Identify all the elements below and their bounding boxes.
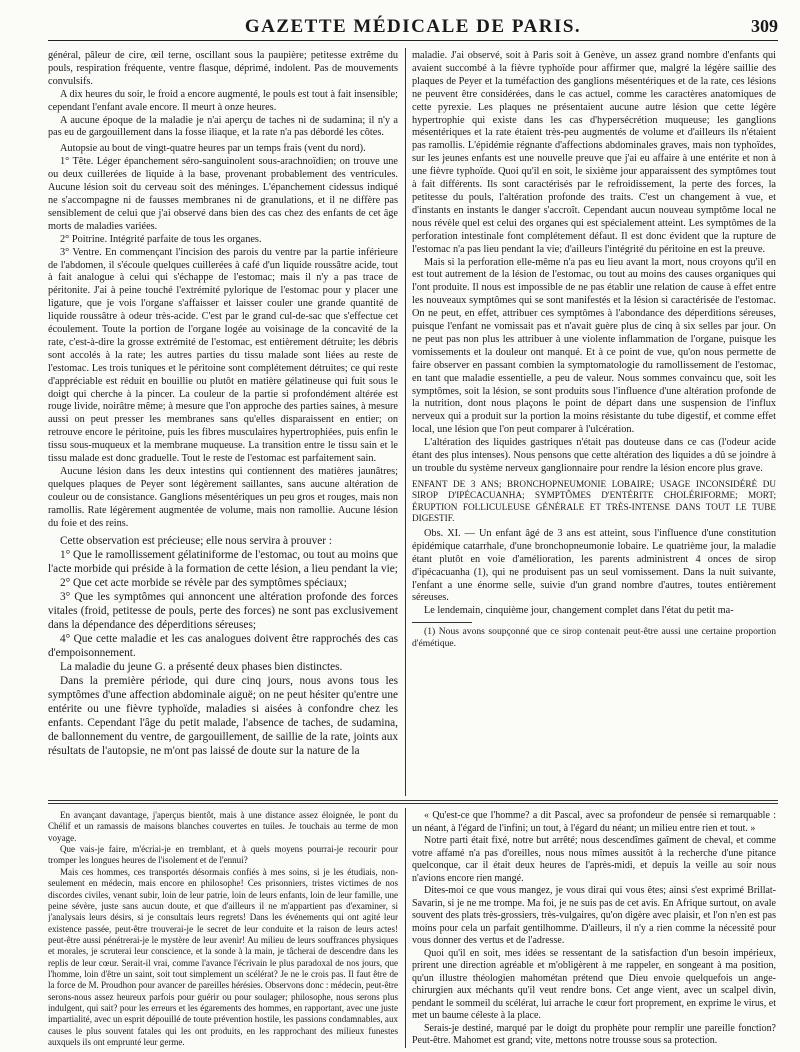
left-column (48, 50, 398, 795)
feuilleton-left-column (48, 810, 398, 1048)
paragraph: Que vais-je faire, m'écriai-je en tremblant, et à quels moyens pourrai-je recourir pour tromper les longues heures de l'isolement et de l'ennui? (48, 844, 398, 866)
paragraph: « Qu'est-ce que l'homme? a dit Pascal, avec sa profondeur de pensée si remarquable : un néant, à l'égard de l'infini; un tout, à l'égard du néant; un milieu entre rien et tout. » (412, 810, 776, 834)
paragraph: Quoi qu'il en soit, mes idées se ressentant de la satisfaction d'un besoin impérieux, prirent une direction agréable et m'obligèrent à me rappeler, en songeant à ma position, qu'un illustre théologien mahométan prétend que Dieu envoie quelquefois un ange-chirurgien aux méchants qu'il veut rendre bons. Cet ange vient, avec un scalpel divin, pendant le sommeil du scélérat, lui arrache le cœur fort proprement, en exprime le virus, et met un baume céleste à la place. (412, 947, 776, 1022)
feuilleton-right-column (412, 810, 776, 1048)
masthead (48, 14, 778, 41)
paragraph: 1° Tête. Léger épanchement séro-sanguinolent sous-arachnoïdien; on trouve une ou deux cuillerées de liquide à la base, provenant probablement des ventricules. Aucune lésion soit du cerveau soit des méninges. L'épanchement cidessus indiqué ne s'accompagne ni de fausses membranes ni de granulations, et il ne diffère pas sensiblement de celui que j'ai observé dans bien des cas chez des enfants de cet âge morts de maladies variées. (48, 156, 398, 232)
paragraph: Le lendemain, cinquième jour, changement complet dans l'état du petit ma- (424, 605, 734, 617)
paragraph: 3° Ventre. En commençant l'incision des parois du ventre par la partie inférieure de l'abdomen, il s'écoule quelques cuillerées à café d'un liquide roussâtre acide, tout à fait analogue à celui qui s'échappe de l'estomac; mais il n'y a pas trace de péritonite. J'ai à peine touché l'extrémité pylorique de l'estomac pour y placer une ligature, que je vois l'organe s'affaisser et laisser couler une grande quantité de liquide roussâtre à odeur très-acide. C'est par le grand cul-de-sac que s'effectue cet écoulement. Toute la portion de l'organe logée au voisinage de la concavité de la rate, c'est-à-dire la grosse extrémité de l'estomac, est entièrement détruite; les débris sont accolés à la rate; les autres parties du tissu malade sont liées au reste de l'estomac. Les trois tuniques et le péritoine sont complétement détruites; ce qui reste d'appréciable est réduit en bouillie ou plutôt en matière gélatineuse qui fuit sous le doigt qui cherche à la pincer. La couleur de la partie si profondément altérée est rouge livide, noirâtre même; à mesure que l'on approche des parties saines, à mesure aussi on peut presser les membranes sans qu'elles disparaissent en entier; on retrouve encore le péritoine, puis les fibres musculaires hypertrophiées, puis enfin le tissu sous-muqueux et la membrane muqueuse. La transition entre le tissu sain et le tissu malade est donc graduelle. Tout le reste de l'estomac est parfaitement sain. (48, 246, 398, 465)
paragraph: 1° Que le ramollissement gélatiniforme de l'estomac, ou tout au moins que l'acte morbide qui préside à la formation de cette lésion, a lieu pendant la vie; (48, 548, 398, 575)
footnote-rule (412, 622, 472, 623)
journal-title: GAZETTE MÉDICALE DE PARIS. (244, 16, 582, 37)
paragraph: 2° Que cet acte morbide se révèle par des symptômes spéciaux; (60, 576, 347, 589)
paragraph: L'altération des liquides gastriques n'était pas douteuse dans ce cas (l'odeur acide étant des plus intenses). Nous pensons que cette altération des liquides a dû se joindre à un trouble du système nerveux ganglionnaire pour rendre la lésion encore plus grave. (412, 437, 776, 474)
right-column (412, 50, 776, 795)
column-divider (405, 48, 406, 796)
paragraph: Aucune lésion dans les deux intestins qui contiennent des matières jaunâtres; quelques plaques de Peyer sont légèrement saillantes, sans aucune altération de couleur ou de consistance. Ganglions mésentériques un peu gros et rouges, mais non ramollis. Rate légèrement augmentée de volume, mais non ramollie. Aucune lésion du foie et des reins. (48, 466, 398, 529)
paragraph: Obs. XI. — Un enfant âgé de 3 ans est atteint, sous l'influence d'une constitution épidémique catarrhale, d'une bronchopneumonie lobaire. Le quatrième jour, la maladie étant plutôt en voie d'amélioration, les parents administrent 4 onces de sirop d'ipécacuanha (1), qui ne produisent pas un seul vomissement. Dans la nuit suivante, l'enfant a une énorme selle, suivie d'un grand nombre d'autres, toutes entièrement séreuses. (412, 527, 776, 604)
paragraph: A aucune époque de la maladie je n'ai aperçu de taches ni de sudamina; il n'y a pas eu de gargouillement dans la fosse iliaque, et la rate n'a pas débordé les côtes. (48, 114, 398, 139)
paragraph: La maladie du jeune G. a présenté deux phases bien distinctes. (60, 660, 343, 673)
case-heading: ENFANT DE 3 ANS; BRONCHOPNEUMONIE LOBAIRE; USAGE INCONSIDÉRÉ DU SIROP D'IPÉCACUANHA; SYMPTÔMES D'ENTÉRITE CHOLÉRIFORME; MORT; ÉRUPTION FOLLICULEUSE GÉNÉRALE ET TRÈS-INTENSE DANS TOUT LE TUBE DIGESTIF. (412, 478, 776, 524)
feuilleton-rule (48, 800, 778, 801)
feuilleton-divider (405, 808, 406, 1048)
paragraph: Cette observation est précieuse; elle nous servira à prouver : (60, 534, 332, 547)
paragraph: 2° Poitrine. Intégrité parfaite de tous les organes. (60, 233, 262, 245)
paragraph: A dix heures du soir, le froid a encore augmenté, le pouls est tout à fait insensible; cependant l'enfant avale encore. Il meurt à onze heures. (48, 88, 398, 113)
footnote: (1) Nous avons soupçonné que ce sirop contenait peut-être aussi une certaine proportion d'émétique. (412, 626, 776, 650)
paragraph: Dans la première période, qui dure cinq jours, nous avons tous les symptômes d'une affection abdominale aiguë; on ne peut hésiter qu'entre une entérite ou une fièvre typhoïde, maladies si aisées à confondre chez les enfants. Cependant l'âge du petit malade, l'absence de taches, de sudamina, de ballonnement du ventre, de gargouillement, de saillie de la rate, joints aux résultats de l'autopsie, ne m'ont pas laissé de doute sur la nature de la (48, 674, 398, 757)
paragraph: 4° Que cette maladie et les cas analogues doivent être rapprochés des cas d'empoisonnement. (48, 632, 398, 659)
paragraph: Dites-moi ce que vous mangez, je vous dirai qui vous êtes; ainsi s'est exprimé Brillat-Savarin, si je ne me trompe. Ma foi, je ne suis pas de cet avis. En Afrique surtout, on avale souvent des plats très-grossiers, très-vulgaires, qu'on digère avec plaisir, et l'on n'en est pas moins pour cela un parfait gentilhomme. D'ailleurs, il n'y a rien comme la nécessité pour vous donner des vertus et de l'adresse. (412, 885, 776, 947)
paragraph: En avançant davantage, j'aperçus bientôt, mais à une distance assez éloignée, le pont du Chélif et un ramassis de maisons blanches couvertes en tuiles. Je touchais au terme de mon voyage. (48, 810, 398, 843)
paragraph: Autopsie au bout de vingt-quatre heures par un temps frais (vent du nord). (60, 143, 366, 155)
page-number: 309 (751, 16, 778, 36)
feuilleton-rule-2 (48, 803, 778, 804)
paragraph: Notre parti était fixé, notre but arrêté; nous descendîmes gaîment de cheval, et comme votre affamé n'a pas d'oreilles, nous nous mîmes aussitôt à la recherche d'une pitance quelconque, car il était deux heures de l'après-midi, et depuis la veille au soir nous n'avions encore rien mangé. (412, 835, 776, 884)
paragraph: général, pâleur de cire, œil terne, oscillant sous la paupière; petitesse extrême du pouls, respiration fréquente, ventre flasque, déprimé, indolent. Pas de mouvements convulsifs. (48, 50, 398, 87)
paragraph: Serais-je destiné, marqué par le doigt du prophète pour remplir une pareille fonction? Peut-être. Mahomet est grand; vite, mettons notre trousse sous sa protection. (412, 1022, 776, 1047)
paragraph: maladie. J'ai observé, soit à Paris soit à Genève, un assez grand nombre d'enfants qui avaient succombé à la fièvre typhoïde pour affirmer que, malgré la légère saillie des plaques de Peyer et la tuméfaction des ganglions mésentériques et de la rate, ces lésions ne peuvent être considérées, dans le cas actuel, comme les caractères anatomiques de cette pyrexie. Les plaques ne présentaient aucune autre lésion que cette légère hypertrophie qui existe dans les cas d'hypersécrétion muqueuse; les ganglions mésentériques et la rate étaient très-peu augmentés de volume et d'ailleurs ils n'étaient pas ramollis. L'épidémie régnante d'affections abdominales graves, mais non typhoïdes, sur les jeunes enfants est une nouvelle preuve que j'ai eu affaire à une entérite et non à une fièvre typhoïde. Quoi qu'il en soit, le sixième jour apparaissent des symptômes tout à fait différents. Ils sont caractérisés par le refroidissement, la perte des forces, la petitesse du pouls, l'altération profonde des traits. C'est un changement à vue, et d'instants en instants le danger s'accroît. Cependant aucun nouveau symptôme local ne nous révèle quel est celui des organes qui est spécialement atteint. Les symptômes de la perforation intestinale font complétement défaut. Il est donc évident que la rupture de l'estomac n'a pas lieu pendant la vie; d'ailleurs l'intégrité du péritoine en est la preuve. (412, 50, 776, 255)
paragraph: Mais ces hommes, ces transportés désormais confiés à mes soins, si je les étudiais, non-seulement en médecin, mais encore en philosophe! Ces prisonniers, tristes victimes de nos discordes civiles, venant subir, loin de leur patrie, loin de leurs enfants, loin de leur famille, une peine sévère, juste sans aucun doute, et que d'ailleurs il ne m'appartient pas d'examiner, si j'analysais leurs désirs, si je consultais leurs regrets! Dans les événements qui ont agité leur existence passée, peut-être trouverai-je le secret de leur conduite et la raison de leurs actes! peut-être aussi pénétrerai-je le mystère de leur avenir! Au milieu de leurs souffrances physiques et morales, je scruterai leur conscience, et la sonde à la main, je tâcherai de descendre dans les replis de leur cœur. Serait-il vrai, comme l'avance l'écrivain le plus paradoxal de nos jours, que l'homme, loin d'être un saint, soit tout simplement un scélérat? Je ne le crois pas. Il faut être de la force de M. Proudhon pour avancer de pareilles hérésies. Observons donc : médecin, peut-être serons-nous assez heureux parfois pour guérir ou pour soulager; philosophe, nous serons plus indulgent, qui sait? pour les erreurs et les égarements des hommes, en rapportant, avec une juste impartialité, avec un esprit dépouillé de toute prévention hostile, les passions condamnables, aux causes le plus souvent fatales qui les ont produits, en les rapprochant des milieux funestes auxquels ils ont emprunté leur germe. (48, 866, 398, 1048)
paragraph: Mais si la perforation elle-même n'a pas eu lieu avant la mort, nous croyons qu'il en est tout autrement de la lésion de l'estomac, ou tout au moins des causes organiques qui l'ont produite. Il nous est impossible de ne pas établir une relation de cause à effet entre les nouveaux symptômes qui se sont manifestés et la lésion si caractérisée de l'estomac. On ne peut, en effet, attribuer ces symptômes à l'abondance des déperditions séreuses, puisque l'enfant ne vomissait pas et n'avait guère plus de cinq à six selles par jour. On ne peut pas non plus les attribuer à une violente inflammation de l'organe, puisque les vomissements et la douleur ont manqué. Et à ce point de vue, qu'on nous permette de faire observer en passant combien la symptomatologie du ramollissement de l'estomac, en tant que maladie essentielle, a peu de valeur. Nous sommes convaincu que, soit les symptômes, soit la lésion, se sont produits sous l'influence d'une altération profonde de la nutrition, dont nous plaçons le point de départ dans une suspension de l'influx nerveux qui a produit sur la portion la moins résistante du tube digestif, et comme effet local, une lésion que l'on peut comparer à l'ulcération. (412, 256, 776, 436)
paragraph: 3° Que les symptômes qui annoncent une altération profonde des forces vitales (froid, petitesse de pouls, perte des forces) ne sont pas exclusivement dans la dépendance des déperditions séreuses; (48, 590, 398, 631)
